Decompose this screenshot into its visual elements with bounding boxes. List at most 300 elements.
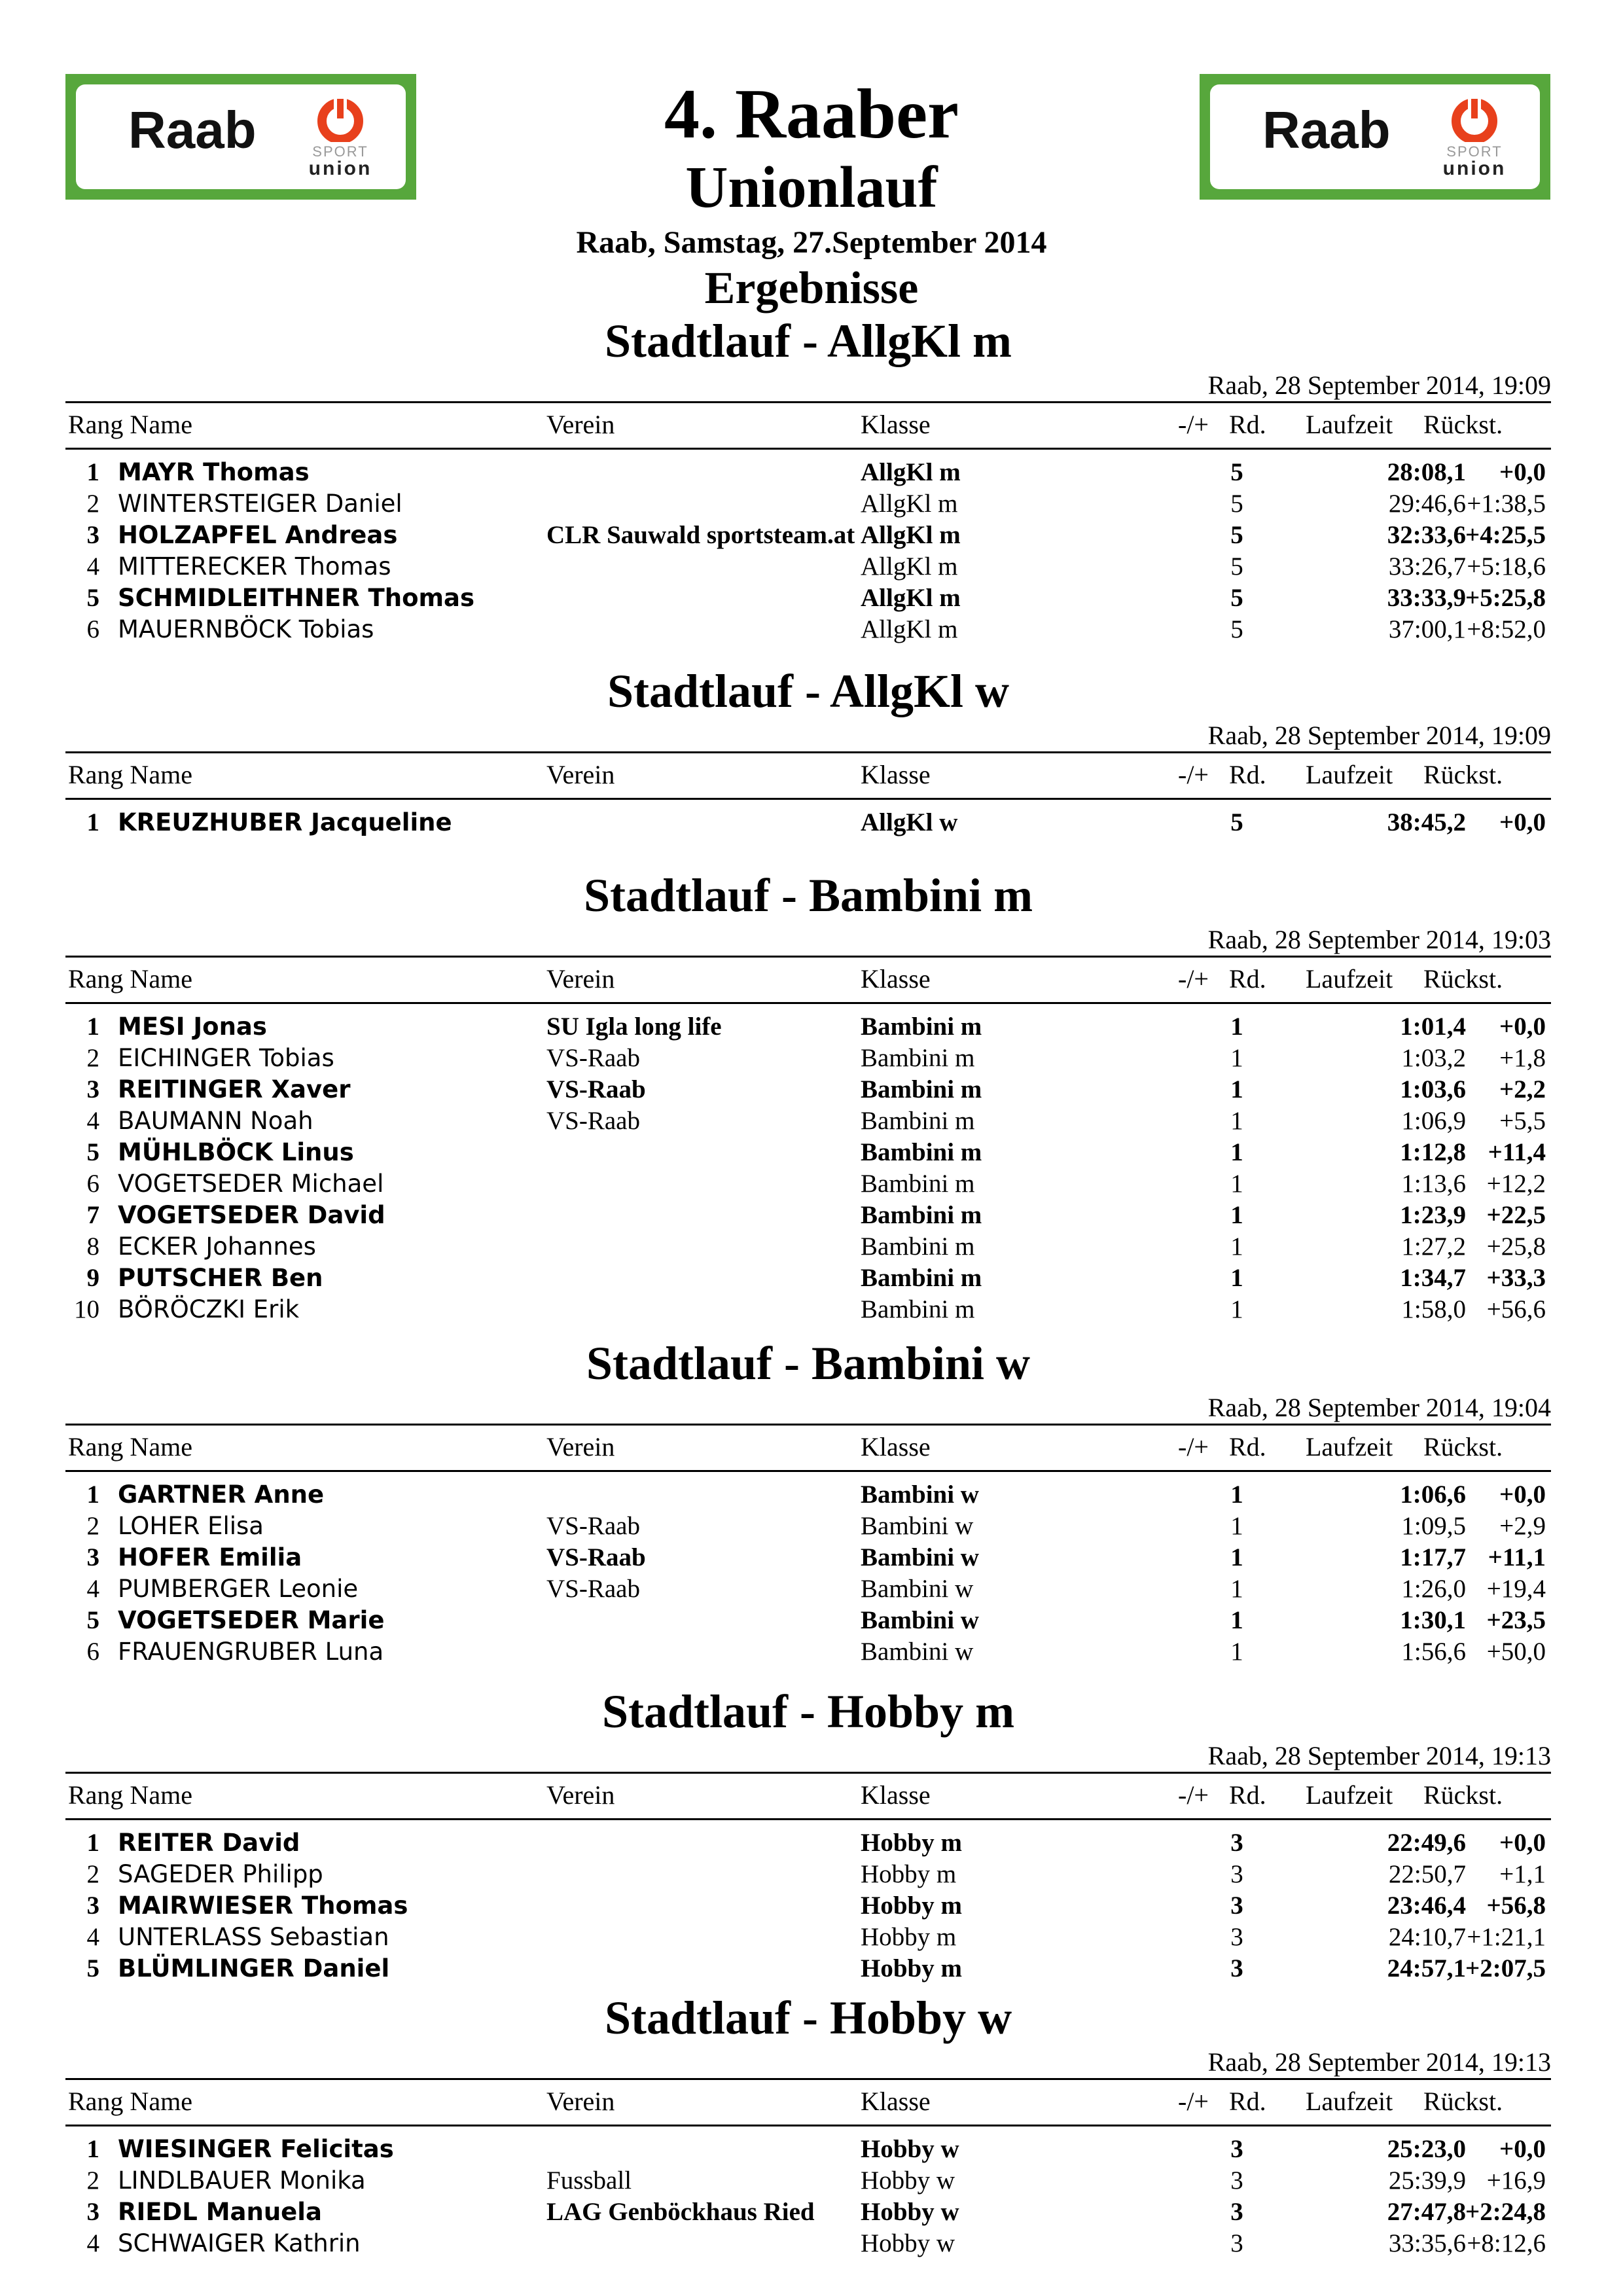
rank-cell: 2 xyxy=(86,1512,99,1540)
time-cell: 23:46,4 xyxy=(1387,1892,1466,1920)
results-heading: Ergebnisse xyxy=(704,263,919,314)
rounds-cell: 5 xyxy=(1230,458,1243,486)
name-cell: ECKER Johannes xyxy=(118,1232,316,1261)
rounds-cell: 1 xyxy=(1230,1013,1243,1041)
divider xyxy=(65,2125,1551,2126)
name-cell: MAYR Thomas xyxy=(118,458,310,486)
time-cell: 25:39,9 xyxy=(1388,2166,1466,2195)
table-row xyxy=(65,520,1551,551)
table-row xyxy=(65,1043,1551,1074)
table-row xyxy=(65,1168,1551,1200)
name-cell: MAIRWIESER Thomas xyxy=(118,1892,408,1920)
gap-cell: +16,9 xyxy=(1486,2166,1546,2195)
time-cell: 1:12,8 xyxy=(1400,1138,1466,1166)
time-cell: 38:45,2 xyxy=(1387,808,1466,836)
gap-cell: +5:18,6 xyxy=(1467,552,1546,581)
class-cell: Bambini w xyxy=(861,1606,979,1634)
time-cell: 1:34,7 xyxy=(1400,1264,1466,1292)
name-cell: MÜHLBÖCK Linus xyxy=(118,1138,354,1166)
rank-cell: 5 xyxy=(86,584,99,612)
table-row xyxy=(65,1231,1551,1263)
name-cell: FRAUENGRUBER Luna xyxy=(118,1638,384,1666)
time-cell: 37:00,1 xyxy=(1388,615,1466,643)
club-cell: SU Igla long life xyxy=(546,1013,722,1041)
table-row xyxy=(65,1922,1551,1953)
column-header-rueckstand: Rückst. xyxy=(1423,760,1503,789)
time-cell: 1:58,0 xyxy=(1401,1295,1466,1323)
name-cell: VOGETSEDER David xyxy=(118,1201,385,1229)
table-row xyxy=(65,1074,1551,1105)
class-cell: Bambini m xyxy=(861,1013,982,1041)
column-header-verein: Verein xyxy=(546,760,615,789)
column-header-verein: Verein xyxy=(546,410,615,439)
time-cell: 1:56,6 xyxy=(1401,1638,1466,1666)
rounds-cell: 1 xyxy=(1230,1232,1243,1261)
table-row xyxy=(65,614,1551,645)
column-header-rang-name: Rang Name xyxy=(68,2087,192,2116)
name-cell: GARTNER Anne xyxy=(118,1480,325,1509)
column-header-laufzeit: Laufzeit xyxy=(1306,1432,1393,1462)
time-cell: 25:23,0 xyxy=(1387,2135,1466,2163)
rounds-cell: 1 xyxy=(1230,1638,1243,1666)
club-cell: VS-Raab xyxy=(546,1075,646,1103)
club-cell: VS-Raab xyxy=(546,1512,640,1540)
class-cell: Bambini w xyxy=(861,1480,979,1509)
rounds-cell: 1 xyxy=(1230,1075,1243,1103)
name-cell: BLÜMLINGER Daniel xyxy=(118,1954,390,1982)
name-cell: SAGEDER Philipp xyxy=(118,1860,323,1888)
class-cell: Bambini w xyxy=(861,1575,974,1603)
rounds-cell: 3 xyxy=(1230,2229,1243,2257)
gap-cell: +50,0 xyxy=(1486,1638,1546,1666)
rank-cell: 2 xyxy=(86,1860,99,1888)
rounds-cell: 1 xyxy=(1230,1512,1243,1540)
name-cell: MESI Jonas xyxy=(118,1013,267,1041)
name-cell: WINTERSTEIGER Daniel xyxy=(118,490,402,518)
table-row xyxy=(65,1479,1551,1511)
gap-cell: +2,2 xyxy=(1499,1075,1546,1103)
rounds-cell: 1 xyxy=(1230,1575,1243,1603)
rounds-cell: 5 xyxy=(1230,552,1243,581)
time-cell: 1:17,7 xyxy=(1400,1543,1466,1571)
page-title: 4. Raaber xyxy=(664,75,959,153)
time-cell: 1:30,1 xyxy=(1400,1606,1466,1634)
rounds-cell: 5 xyxy=(1230,584,1243,612)
divider xyxy=(65,1002,1551,1004)
table-row xyxy=(65,2165,1551,2197)
column-header-rueckstand: Rückst. xyxy=(1423,964,1503,994)
section-timestamp: Raab, 28 September 2014, 19:04 xyxy=(1207,1393,1551,1422)
divider xyxy=(65,401,1551,403)
gap-cell: +12,2 xyxy=(1486,1170,1546,1198)
section-timestamp: Raab, 28 September 2014, 19:13 xyxy=(1207,1741,1551,1770)
column-header-rueckstand: Rückst. xyxy=(1423,1780,1503,1810)
rank-cell: 4 xyxy=(86,1107,99,1135)
column-header-diff: -/+ xyxy=(1178,964,1209,994)
table-row xyxy=(65,2228,1551,2259)
rounds-cell: 5 xyxy=(1230,808,1243,836)
gap-cell: +33,3 xyxy=(1486,1264,1546,1292)
name-cell: HOFER Emilia xyxy=(118,1543,302,1571)
name-cell: KREUZHUBER Jacqueline xyxy=(118,808,452,836)
class-cell: Bambini m xyxy=(861,1295,975,1323)
table-row xyxy=(65,1511,1551,1542)
class-cell: AllgKl m xyxy=(861,584,961,612)
gap-cell: +0,0 xyxy=(1499,1013,1546,1041)
rounds-cell: 1 xyxy=(1230,1201,1243,1229)
class-cell: Hobby m xyxy=(861,1954,962,1982)
rounds-cell: 1 xyxy=(1230,1044,1243,1072)
table-row xyxy=(65,583,1551,614)
section-title: Stadtlauf - AllgKl m xyxy=(604,315,1012,367)
rank-cell: 2 xyxy=(86,490,99,518)
column-header-laufzeit: Laufzeit xyxy=(1306,760,1393,789)
class-cell: Bambini m xyxy=(861,1264,982,1292)
name-cell: LINDLBAUER Monika xyxy=(118,2166,366,2195)
rounds-cell: 5 xyxy=(1230,490,1243,518)
gap-cell: +19,4 xyxy=(1486,1575,1546,1603)
rank-cell: 1 xyxy=(86,1829,99,1857)
gap-cell: +25,8 xyxy=(1486,1232,1546,1261)
rank-cell: 5 xyxy=(86,1138,99,1166)
rank-cell: 8 xyxy=(86,1232,99,1261)
divider xyxy=(65,448,1551,450)
rank-cell: 10 xyxy=(74,1295,99,1323)
rank-cell: 4 xyxy=(86,552,99,581)
name-cell: MITTERECKER Thomas xyxy=(118,552,391,581)
rounds-cell: 3 xyxy=(1230,1860,1243,1888)
name-cell: UNTERLASS Sebastian xyxy=(118,1923,389,1951)
table-row xyxy=(65,1953,1551,1984)
rank-cell: 3 xyxy=(86,1543,99,1571)
class-cell: Hobby w xyxy=(861,2135,959,2163)
name-cell: RIEDL Manuela xyxy=(118,2198,322,2226)
class-cell: AllgKl m xyxy=(861,521,961,549)
time-cell: 32:33,6 xyxy=(1387,521,1466,549)
gap-cell: +56,6 xyxy=(1486,1295,1546,1323)
rounds-cell: 1 xyxy=(1230,1480,1243,1509)
table-row xyxy=(65,1137,1551,1168)
time-cell: 1:09,5 xyxy=(1401,1512,1466,1540)
column-header-laufzeit: Laufzeit xyxy=(1306,964,1393,994)
table-row xyxy=(65,1011,1551,1043)
class-cell: Hobby w xyxy=(861,2166,955,2195)
class-cell: Hobby m xyxy=(861,1860,957,1888)
rounds-cell: 5 xyxy=(1230,521,1243,549)
gap-cell: +5,5 xyxy=(1499,1107,1546,1135)
time-cell: 28:08,1 xyxy=(1387,458,1466,486)
time-cell: 22:49,6 xyxy=(1387,1829,1466,1857)
divider xyxy=(65,1818,1551,1820)
time-cell: 22:50,7 xyxy=(1388,1860,1466,1888)
class-cell: Bambini m xyxy=(861,1138,982,1166)
column-header-rang-name: Rang Name xyxy=(68,410,192,439)
table-row xyxy=(65,1827,1551,1859)
logo-text: Raab xyxy=(128,101,257,159)
class-cell: Bambini m xyxy=(861,1170,975,1198)
rounds-cell: 1 xyxy=(1230,1295,1243,1323)
table-row xyxy=(65,1573,1551,1605)
class-cell: AllgKl m xyxy=(861,615,958,643)
time-cell: 24:57,1 xyxy=(1387,1954,1466,1982)
rounds-cell: 3 xyxy=(1230,1923,1243,1951)
rank-cell: 1 xyxy=(86,1013,99,1041)
name-cell: EICHINGER Tobias xyxy=(118,1044,334,1072)
column-header-diff: -/+ xyxy=(1178,410,1209,439)
section-title: Stadtlauf - Hobby m xyxy=(601,1685,1015,1738)
gap-cell: +5:25,8 xyxy=(1465,584,1546,612)
rounds-cell: 3 xyxy=(1230,2166,1243,2195)
gap-cell: +2,9 xyxy=(1499,1512,1546,1540)
gap-cell: +2:24,8 xyxy=(1465,2198,1546,2226)
rank-cell: 1 xyxy=(86,2135,99,2163)
class-cell: Hobby m xyxy=(861,1829,962,1857)
name-cell: WIESINGER Felicitas xyxy=(118,2135,394,2163)
rounds-cell: 1 xyxy=(1230,1107,1243,1135)
column-header-rounds: Rd. xyxy=(1229,760,1266,789)
table-row xyxy=(65,1105,1551,1137)
column-header-rounds: Rd. xyxy=(1229,410,1266,439)
class-cell: AllgKl m xyxy=(861,458,961,486)
column-header-klasse: Klasse xyxy=(861,1432,931,1462)
name-cell: REITINGER Xaver xyxy=(118,1075,351,1103)
rank-cell: 7 xyxy=(86,1201,99,1229)
column-header-rang-name: Rang Name xyxy=(68,1780,192,1810)
name-cell: BAUMANN Noah xyxy=(118,1107,313,1135)
column-header-rang-name: Rang Name xyxy=(68,1432,192,1462)
column-header-klasse: Klasse xyxy=(861,964,931,994)
divider xyxy=(65,1772,1551,1774)
name-cell: MAUERNBÖCK Tobias xyxy=(118,615,374,643)
divider xyxy=(65,956,1551,958)
time-cell: 1:01,4 xyxy=(1400,1013,1466,1041)
class-cell: Bambini m xyxy=(861,1201,982,1229)
club-cell: VS-Raab xyxy=(546,1044,640,1072)
gap-cell: +23,5 xyxy=(1486,1606,1546,1634)
table-row xyxy=(65,551,1551,583)
name-cell: LOHER Elisa xyxy=(118,1512,264,1540)
rounds-cell: 1 xyxy=(1230,1543,1243,1571)
name-cell: SCHWAIGER Kathrin xyxy=(118,2229,361,2257)
column-header-diff: -/+ xyxy=(1178,1780,1209,1810)
rank-cell: 2 xyxy=(86,1044,99,1072)
gap-cell: +4:25,5 xyxy=(1465,521,1546,549)
table-row xyxy=(65,2197,1551,2228)
name-cell: SCHMIDLEITHNER Thomas xyxy=(118,584,475,612)
table-row xyxy=(65,1859,1551,1890)
name-cell: REITER David xyxy=(118,1829,300,1857)
section-timestamp: Raab, 28 September 2014, 19:09 xyxy=(1207,370,1551,400)
rank-cell: 1 xyxy=(86,808,99,836)
class-cell: Bambini w xyxy=(861,1638,974,1666)
rank-cell: 4 xyxy=(86,1575,99,1603)
section-title: Stadtlauf - Bambini w xyxy=(586,1337,1031,1390)
class-cell: Bambini m xyxy=(861,1232,975,1261)
club-cell: VS-Raab xyxy=(546,1107,640,1135)
rank-cell: 5 xyxy=(86,1954,99,1982)
column-header-diff: -/+ xyxy=(1178,2087,1209,2116)
section-title: Stadtlauf - Hobby w xyxy=(604,1992,1012,2044)
rounds-cell: 3 xyxy=(1230,1954,1243,1982)
table-row xyxy=(65,1294,1551,1325)
name-cell: HOLZAPFEL Andreas xyxy=(118,521,398,549)
column-header-diff: -/+ xyxy=(1178,760,1209,789)
gap-cell: +0,0 xyxy=(1499,458,1546,486)
class-cell: Bambini w xyxy=(861,1543,979,1571)
column-header-rounds: Rd. xyxy=(1229,2087,1266,2116)
time-cell: 1:06,6 xyxy=(1400,1480,1466,1509)
column-header-verein: Verein xyxy=(546,1780,615,1810)
time-cell: 1:27,2 xyxy=(1401,1232,1466,1261)
time-cell: 1:06,9 xyxy=(1401,1107,1466,1135)
column-header-verein: Verein xyxy=(546,1432,615,1462)
club-cell: LAG Genböckhaus Ried xyxy=(546,2198,815,2226)
rank-cell: 6 xyxy=(86,1638,99,1666)
class-cell: Bambini m xyxy=(861,1044,975,1072)
rank-cell: 4 xyxy=(86,2229,99,2257)
table-row xyxy=(65,1890,1551,1922)
rounds-cell: 3 xyxy=(1230,2198,1243,2226)
table-row xyxy=(65,807,1551,838)
column-header-rounds: Rd. xyxy=(1229,1432,1266,1462)
rank-cell: 3 xyxy=(86,1075,99,1103)
gap-cell: +1,1 xyxy=(1499,1860,1546,1888)
gap-cell: +11,4 xyxy=(1488,1138,1546,1166)
class-cell: AllgKl w xyxy=(861,808,958,836)
rounds-cell: 5 xyxy=(1230,615,1243,643)
class-cell: Hobby m xyxy=(861,1892,962,1920)
rank-cell: 2 xyxy=(86,2166,99,2195)
column-header-verein: Verein xyxy=(546,2087,615,2116)
rank-cell: 5 xyxy=(86,1606,99,1634)
column-header-verein: Verein xyxy=(546,964,615,994)
gap-cell: +1:38,5 xyxy=(1467,490,1546,518)
logo-sport-text: SPORT xyxy=(312,143,368,160)
column-header-rueckstand: Rückst. xyxy=(1423,410,1503,439)
class-cell: Hobby w xyxy=(861,2229,955,2257)
column-header-rang-name: Rang Name xyxy=(68,964,192,994)
class-cell: AllgKl m xyxy=(861,552,958,581)
gap-cell: +0,0 xyxy=(1499,808,1546,836)
rank-cell: 4 xyxy=(86,1923,99,1951)
rank-cell: 1 xyxy=(86,1480,99,1509)
gap-cell: +8:52,0 xyxy=(1467,615,1546,643)
time-cell: 24:10,7 xyxy=(1388,1923,1466,1951)
gap-cell: +2:07,5 xyxy=(1465,1954,1546,1982)
club-cell: VS-Raab xyxy=(546,1543,646,1571)
section-title: Stadtlauf - Bambini m xyxy=(583,869,1033,922)
logo-union-text: union xyxy=(308,158,372,179)
column-header-rounds: Rd. xyxy=(1229,964,1266,994)
name-cell: VOGETSEDER Marie xyxy=(118,1606,385,1634)
gap-cell: +0,0 xyxy=(1499,1829,1546,1857)
rounds-cell: 3 xyxy=(1230,1892,1243,1920)
column-header-klasse: Klasse xyxy=(861,2087,931,2116)
time-cell: 1:03,2 xyxy=(1401,1044,1466,1072)
column-header-rueckstand: Rückst. xyxy=(1423,2087,1503,2116)
rank-cell: 6 xyxy=(86,615,99,643)
table-row xyxy=(65,1200,1551,1231)
time-cell: 1:03,6 xyxy=(1400,1075,1466,1103)
table-row xyxy=(65,457,1551,488)
divider xyxy=(65,1470,1551,1472)
gap-cell: +1,8 xyxy=(1499,1044,1546,1072)
club-cell: Fussball xyxy=(546,2166,632,2195)
rank-cell: 1 xyxy=(86,458,99,486)
time-cell: 33:33,9 xyxy=(1387,584,1466,612)
rounds-cell: 1 xyxy=(1230,1606,1243,1634)
table-row xyxy=(65,2134,1551,2165)
column-header-klasse: Klasse xyxy=(861,410,931,439)
table-row xyxy=(65,1542,1551,1573)
column-header-rueckstand: Rückst. xyxy=(1423,1432,1503,1462)
column-header-diff: -/+ xyxy=(1178,1432,1209,1462)
gap-cell: +56,8 xyxy=(1486,1892,1546,1920)
section-timestamp: Raab, 28 September 2014, 19:03 xyxy=(1207,925,1551,954)
table-row xyxy=(65,1605,1551,1636)
table-row xyxy=(65,1263,1551,1294)
logo-union-text: union xyxy=(1442,158,1507,179)
time-cell: 1:13,6 xyxy=(1401,1170,1466,1198)
gap-cell: +8:12,6 xyxy=(1467,2229,1546,2257)
column-header-laufzeit: Laufzeit xyxy=(1306,1780,1393,1810)
rounds-cell: 1 xyxy=(1230,1170,1243,1198)
page-subtitle: Unionlauf xyxy=(685,155,938,220)
class-cell: Bambini w xyxy=(861,1512,974,1540)
time-cell: 1:23,9 xyxy=(1400,1201,1466,1229)
name-cell: BÖRÖCZKI Erik xyxy=(118,1295,300,1323)
time-cell: 29:46,6 xyxy=(1388,490,1466,518)
gap-cell: +1:21,1 xyxy=(1467,1923,1546,1951)
gap-cell: +0,0 xyxy=(1499,1480,1546,1509)
column-header-rang-name: Rang Name xyxy=(68,760,192,789)
class-cell: Bambini m xyxy=(861,1107,975,1135)
gap-cell: +11,1 xyxy=(1488,1543,1546,1571)
rank-cell: 6 xyxy=(86,1170,99,1198)
section-title: Stadtlauf - AllgKl w xyxy=(607,665,1010,717)
table-row xyxy=(65,488,1551,520)
logo-sport-text: SPORT xyxy=(1446,143,1503,160)
rounds-cell: 3 xyxy=(1230,1829,1243,1857)
time-cell: 1:26,0 xyxy=(1401,1575,1466,1603)
rank-cell: 3 xyxy=(86,521,99,549)
divider xyxy=(65,2078,1551,2080)
divider xyxy=(65,1424,1551,1426)
column-header-klasse: Klasse xyxy=(861,760,931,789)
table-row xyxy=(65,1636,1551,1668)
rounds-cell: 1 xyxy=(1230,1264,1243,1292)
rank-cell: 9 xyxy=(86,1264,99,1292)
time-cell: 27:47,8 xyxy=(1387,2198,1466,2226)
section-timestamp: Raab, 28 September 2014, 19:09 xyxy=(1207,721,1551,750)
logo-text: Raab xyxy=(1262,101,1391,159)
rank-cell: 3 xyxy=(86,1892,99,1920)
club-cell: VS-Raab xyxy=(546,1575,640,1603)
section-timestamp: Raab, 28 September 2014, 19:13 xyxy=(1207,2047,1551,2077)
gap-cell: +22,5 xyxy=(1486,1201,1546,1229)
name-cell: PUTSCHER Ben xyxy=(118,1264,323,1292)
column-header-laufzeit: Laufzeit xyxy=(1306,410,1393,439)
column-header-rounds: Rd. xyxy=(1229,1780,1266,1810)
rounds-cell: 1 xyxy=(1230,1138,1243,1166)
time-cell: 33:35,6 xyxy=(1388,2229,1466,2257)
name-cell: VOGETSEDER Michael xyxy=(118,1170,384,1198)
name-cell: PUMBERGER Leonie xyxy=(118,1575,359,1603)
rank-cell: 3 xyxy=(86,2198,99,2226)
class-cell: Hobby m xyxy=(861,1923,957,1951)
class-cell: Hobby w xyxy=(861,2198,959,2226)
gap-cell: +0,0 xyxy=(1499,2135,1546,2163)
